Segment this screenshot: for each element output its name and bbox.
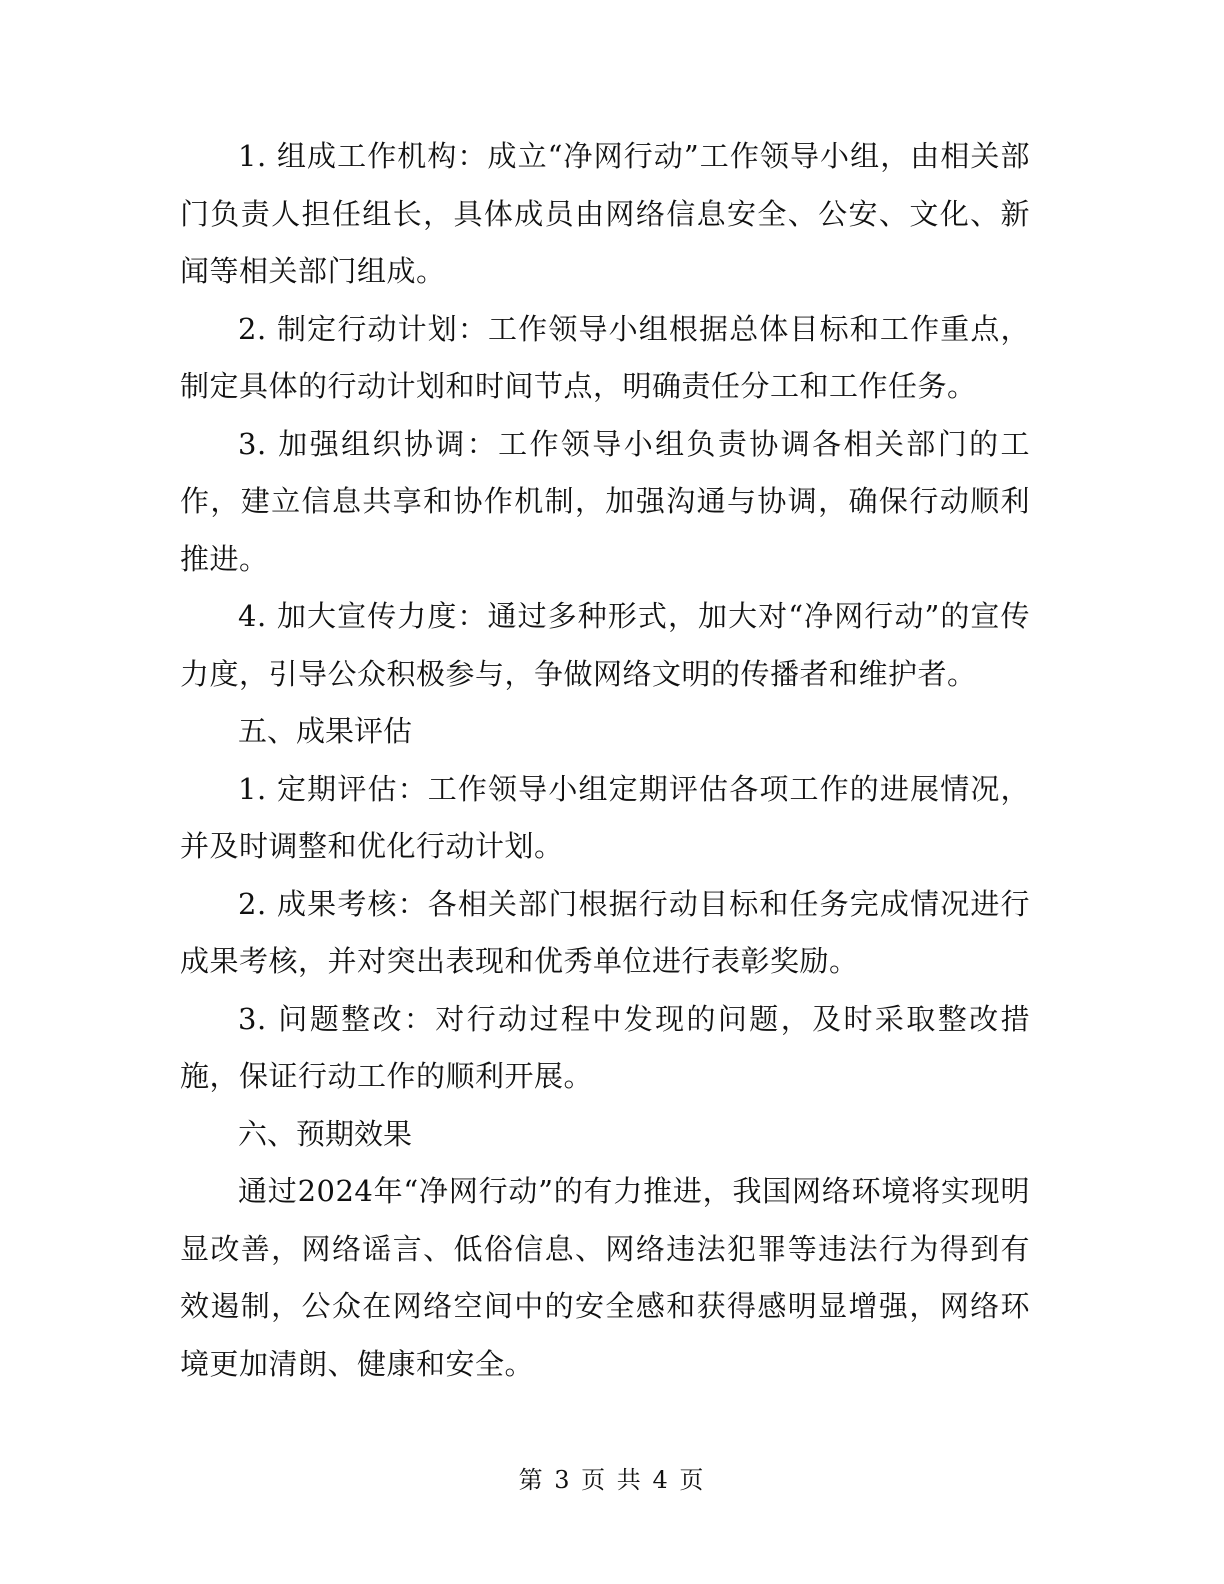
paragraph-results-assessment: 2. 成果考核：各相关部门根据行动目标和任务完成情况进行成果考核，并对突出表现和优秀单位进行表彰奖励。	[180, 886, 1030, 978]
paragraph-problem-rectification: 3. 问题整改：对行动过程中发现的问题，及时采取整改措施，保证行动工作的顺利开展。	[180, 1001, 1030, 1093]
section-heading-expected-effects: 六、预期效果	[238, 1116, 413, 1151]
section-heading-results-evaluation: 五、成果评估	[238, 714, 413, 748]
paragraph-coordination: 3. 加强组织协调：工作领导小组负责协调各相关部门的工作，建立信息共享和协作机制，加强沟通与协调，确保行动顺利推进。	[180, 426, 1030, 576]
page-number-footer: 第 3 页 共 4 页	[518, 1466, 706, 1494]
paragraph-form-working-body: 1. 组成工作机构：成立“净网行动”工作领导小组，由相关部门负责人担任组长，具体成员由网络信息安全、公安、文化、新闻等相关部门组成。	[180, 139, 1030, 288]
paragraph-expected-effects: 通过2024年“净网行动”的有力推进，我国网络环境将实现明显改善，网络谣言、低俗信息、网络违法犯罪等违法行为得到有效遏制，公众在网络空间中的安全感和获得感明显增强，网络环境更加清朗、健康和安全。	[180, 1174, 1030, 1381]
paragraph-periodic-evaluation: 1. 定期评估：工作领导小组定期评估各项工作的进展情况，并及时调整和优化行动计划。	[180, 771, 1030, 863]
paragraph-action-plan: 2. 制定行动计划：工作领导小组根据总体目标和工作重点，制定具体的行动计划和时间节点，明确责任分工和工作任务。	[180, 311, 1030, 403]
paragraph-publicity: 4. 加大宣传力度：通过多种形式，加大对“净网行动”的宣传力度，引导公众积极参与，争做网络文明的传播者和维护者。	[180, 599, 1030, 691]
document-body	[180, 128, 1030, 1393]
